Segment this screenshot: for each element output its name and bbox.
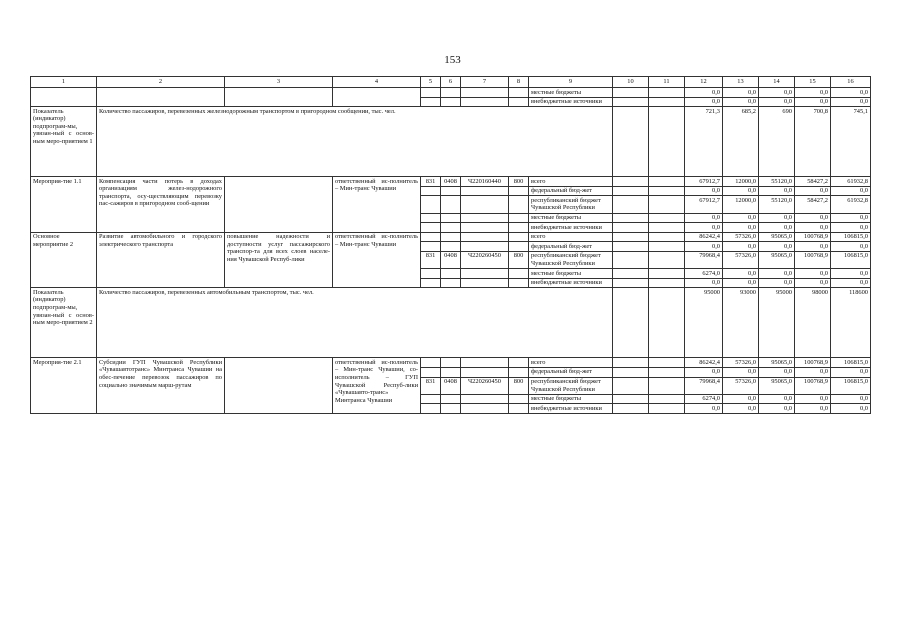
value-cell: 690: [759, 107, 795, 177]
measure-executor: ответственный ис-полнитель – Мин-транс Чувашии: [333, 177, 421, 233]
measure-row: [31, 358, 871, 368]
empty-cell: [509, 97, 529, 107]
value-cell: 12000,0: [723, 177, 759, 187]
value-cell: 0,0: [723, 88, 759, 98]
value-cell: 0,0: [723, 213, 759, 223]
value-cell: 0,0: [795, 223, 831, 233]
empty-cell: [649, 242, 685, 252]
empty-cell: [649, 278, 685, 288]
empty-cell: [421, 213, 441, 223]
empty-cell: [613, 278, 649, 288]
empty-cell: [421, 186, 441, 196]
value-cell: 0,0: [685, 242, 723, 252]
empty-cell: [441, 88, 461, 98]
value-cell: 0,0: [723, 242, 759, 252]
empty-cell: [613, 88, 649, 98]
funding-source: федеральный бюд-жет: [529, 242, 613, 252]
empty-cell: [441, 367, 461, 377]
empty-cell: [613, 186, 649, 196]
value-cell: 0,0: [723, 269, 759, 279]
empty-cell: [461, 242, 509, 252]
empty-cell: [461, 232, 509, 242]
value-cell: 0,0: [795, 394, 831, 404]
indicator-text: Количество пассажиров, перевезенных автомобильным транспортом, тыс. чел.: [97, 288, 613, 358]
funding-source: федеральный бюд-жет: [529, 186, 613, 196]
column-number: 6: [441, 77, 461, 88]
value-cell: 0,0: [759, 223, 795, 233]
funding-source: республиканский бюджет Чувашской Республики: [529, 196, 613, 213]
column-number: 3: [225, 77, 333, 88]
value-cell: 118600: [831, 288, 871, 358]
empty-cell: [333, 88, 421, 107]
value-cell: 0,0: [759, 269, 795, 279]
empty-cell: [441, 358, 461, 368]
funding-source: республиканский бюджет Чувашской Республики: [529, 251, 613, 268]
measure-name: Развитие автомобильного и городского электрического транспорта: [97, 232, 225, 288]
funding-source: всего: [529, 177, 613, 187]
empty-cell: [649, 358, 685, 368]
value-cell: 0,0: [723, 278, 759, 288]
indicator-text: Количество пассажиров, перевезенных железнодорожным транспортом в пригородном сообщении, тыс. чел.: [97, 107, 613, 177]
value-cell: 106815,0: [831, 232, 871, 242]
empty-cell: [613, 107, 649, 177]
empty-cell: [613, 242, 649, 252]
value-cell: 685,2: [723, 107, 759, 177]
empty-cell: [441, 223, 461, 233]
empty-cell: [613, 394, 649, 404]
empty-cell: [461, 213, 509, 223]
value-cell: 721,3: [685, 107, 723, 177]
empty-cell: [441, 404, 461, 414]
value-cell: 55120,0: [759, 196, 795, 213]
value-cell: 0,0: [723, 186, 759, 196]
value-cell: 0,0: [685, 97, 723, 107]
measure-name: Субсидии ГУП Чувашской Республики «Чувашавтотранс» Минтранса Чувашии на обес-печение перевозок пассажиров по социально значимым марш-рутам: [97, 358, 225, 414]
value-cell: 0,0: [723, 394, 759, 404]
budget-code: 831: [421, 251, 441, 268]
value-cell: 106815,0: [831, 377, 871, 394]
empty-cell: [613, 251, 649, 268]
funding-source: федеральный бюд-жет: [529, 367, 613, 377]
empty-cell: [421, 358, 441, 368]
funding-source: местные бюджеты: [529, 213, 613, 223]
empty-cell: [649, 196, 685, 213]
empty-cell: [225, 88, 333, 107]
empty-cell: [509, 269, 529, 279]
value-cell: 0,0: [795, 242, 831, 252]
value-cell: 0,0: [831, 88, 871, 98]
value-cell: 0,0: [723, 404, 759, 414]
funding-source: внебюджетные источники: [529, 278, 613, 288]
value-cell: 86242,4: [685, 358, 723, 368]
empty-cell: [461, 223, 509, 233]
column-number: 10: [613, 77, 649, 88]
empty-cell: [421, 97, 441, 107]
value-cell: 67912,7: [685, 177, 723, 187]
value-cell: 106815,0: [831, 358, 871, 368]
value-cell: 0,0: [759, 97, 795, 107]
column-number: 12: [685, 77, 723, 88]
column-number: 9: [529, 77, 613, 88]
empty-cell: [461, 97, 509, 107]
empty-cell: [461, 269, 509, 279]
budget-code: 0408: [441, 377, 461, 394]
empty-cell: [613, 367, 649, 377]
value-cell: 95065,0: [759, 251, 795, 268]
empty-cell: [441, 394, 461, 404]
value-cell: 100768,9: [795, 232, 831, 242]
empty-cell: [509, 213, 529, 223]
column-number: 15: [795, 77, 831, 88]
value-cell: 100768,9: [795, 377, 831, 394]
empty-cell: [421, 196, 441, 213]
empty-cell: [649, 404, 685, 414]
column-number-row: [31, 77, 871, 88]
empty-cell: [509, 186, 529, 196]
value-cell: 58427,2: [795, 177, 831, 187]
column-number: 5: [421, 77, 441, 88]
column-number: 11: [649, 77, 685, 88]
empty-cell: [31, 88, 97, 107]
measure-goal: повышение надежности и доступности услуг пассажирского транспор-та для всех слоев населе-ния Чувашской Респуб-лики: [225, 232, 333, 288]
funding-source: всего: [529, 358, 613, 368]
measure-row: [31, 232, 871, 242]
value-cell: 0,0: [759, 88, 795, 98]
empty-cell: [613, 358, 649, 368]
empty-cell: [649, 107, 685, 177]
empty-cell: [421, 394, 441, 404]
funding-source: местные бюджеты: [529, 88, 613, 98]
measure-row: [31, 177, 871, 187]
value-cell: 0,0: [759, 404, 795, 414]
value-cell: 0,0: [759, 394, 795, 404]
value-cell: 0,0: [723, 97, 759, 107]
indicator-label: Показатель (индикатор) подпрограм-мы, увязан-ный с основ-ным меро-приятием 2: [31, 288, 97, 358]
value-cell: 0,0: [831, 223, 871, 233]
empty-cell: [461, 196, 509, 213]
value-cell: 0,0: [685, 278, 723, 288]
column-number: 2: [97, 77, 225, 88]
value-cell: 0,0: [685, 223, 723, 233]
empty-cell: [613, 269, 649, 279]
empty-cell: [509, 358, 529, 368]
value-cell: 0,0: [795, 97, 831, 107]
empty-cell: [649, 186, 685, 196]
value-cell: 0,0: [831, 367, 871, 377]
funding-source: внебюджетные источники: [529, 404, 613, 414]
value-cell: 55120,0: [759, 177, 795, 187]
value-cell: 93000: [723, 288, 759, 358]
funding-source: внебюджетные источники: [529, 223, 613, 233]
value-cell: 0,0: [759, 242, 795, 252]
empty-cell: [649, 232, 685, 242]
empty-cell: [421, 278, 441, 288]
measure-goal: [225, 358, 333, 414]
empty-cell: [421, 269, 441, 279]
empty-cell: [509, 88, 529, 98]
empty-cell: [441, 232, 461, 242]
funding-source: республиканский бюджет Чувашской Республики: [529, 377, 613, 394]
column-number: 14: [759, 77, 795, 88]
indicator-row: [31, 107, 871, 177]
value-cell: 95065,0: [759, 377, 795, 394]
column-number: 13: [723, 77, 759, 88]
empty-cell: [509, 404, 529, 414]
empty-cell: [613, 213, 649, 223]
value-cell: 98000: [795, 288, 831, 358]
empty-cell: [441, 213, 461, 223]
empty-cell: [613, 177, 649, 187]
value-cell: 0,0: [831, 242, 871, 252]
empty-cell: [461, 88, 509, 98]
empty-cell: [649, 97, 685, 107]
measure-label: Основное мероприятие 2: [31, 232, 97, 288]
empty-cell: [421, 88, 441, 98]
empty-cell: [461, 394, 509, 404]
column-number: 4: [333, 77, 421, 88]
empty-cell: [649, 177, 685, 187]
value-cell: 86242,4: [685, 232, 723, 242]
value-cell: 6274,0: [685, 269, 723, 279]
value-cell: 57326,0: [723, 251, 759, 268]
column-number: 1: [31, 77, 97, 88]
empty-cell: [421, 232, 441, 242]
value-cell: 700,8: [795, 107, 831, 177]
empty-cell: [613, 288, 649, 358]
empty-cell: [421, 367, 441, 377]
empty-cell: [649, 394, 685, 404]
value-cell: 0,0: [831, 278, 871, 288]
empty-cell: [613, 377, 649, 394]
empty-cell: [461, 186, 509, 196]
value-cell: 57326,0: [723, 377, 759, 394]
empty-cell: [461, 358, 509, 368]
funding-source: местные бюджеты: [529, 269, 613, 279]
empty-cell: [421, 223, 441, 233]
empty-cell: [509, 223, 529, 233]
budget-code: 800: [509, 251, 529, 268]
budget-code: 831: [421, 177, 441, 187]
budget-code: 0408: [441, 177, 461, 187]
value-cell: 0,0: [831, 269, 871, 279]
value-cell: 0,0: [685, 404, 723, 414]
value-cell: 0,0: [759, 213, 795, 223]
value-cell: 58427,2: [795, 196, 831, 213]
budget-table: [30, 76, 871, 414]
value-cell: 67912,7: [685, 196, 723, 213]
value-cell: 6274,0: [685, 394, 723, 404]
empty-cell: [613, 97, 649, 107]
value-cell: 100768,9: [795, 358, 831, 368]
value-cell: 106815,0: [831, 251, 871, 268]
value-cell: 0,0: [831, 186, 871, 196]
empty-cell: [509, 367, 529, 377]
budget-code: 800: [509, 177, 529, 187]
column-number: 7: [461, 77, 509, 88]
funding-source: внебюджетные источники: [529, 97, 613, 107]
empty-cell: [649, 288, 685, 358]
measure-executor: ответственный ис-полнитель – Мин-транс Чувашии, со-исполнитель – ГУП Чувашской Респуб-лики «Чувашавто-транс» Минтранса Чувашии: [333, 358, 421, 414]
funding-source: всего: [529, 232, 613, 242]
value-cell: 0,0: [759, 367, 795, 377]
value-cell: 0,0: [831, 213, 871, 223]
value-cell: 745,1: [831, 107, 871, 177]
indicator-label: Показатель (индикатор) подпрограм-мы, увязан-ный с основ-ным меро-приятием 1: [31, 107, 97, 177]
measure-executor: ответственный ис-полнитель – Мин-транс Чувашии: [333, 232, 421, 288]
value-cell: 0,0: [723, 223, 759, 233]
value-cell: 61932,8: [831, 196, 871, 213]
value-cell: 0,0: [685, 88, 723, 98]
value-cell: 0,0: [759, 186, 795, 196]
value-cell: 0,0: [795, 213, 831, 223]
empty-cell: [441, 97, 461, 107]
value-cell: 57326,0: [723, 358, 759, 368]
value-cell: 95065,0: [759, 232, 795, 242]
budget-code: Ч220260450: [461, 251, 509, 268]
empty-cell: [649, 88, 685, 98]
empty-cell: [613, 232, 649, 242]
value-cell: 95000: [759, 288, 795, 358]
empty-cell: [441, 196, 461, 213]
measure-name: Компенсация части потерь в доходах организациям желез-нодорожного транспорта, осу-ществляющим перевозку пас-сажиров в пригородном сооб-щении: [97, 177, 225, 233]
empty-cell: [649, 223, 685, 233]
table-body: [31, 77, 871, 414]
value-cell: 0,0: [685, 367, 723, 377]
measure-label: Мероприя-тие 2.1: [31, 358, 97, 414]
value-cell: 0,0: [831, 394, 871, 404]
empty-cell: [613, 223, 649, 233]
empty-cell: [509, 196, 529, 213]
value-cell: 0,0: [795, 269, 831, 279]
value-cell: 0,0: [831, 97, 871, 107]
empty-cell: [421, 404, 441, 414]
budget-code: Ч220160440: [461, 177, 509, 187]
budget-code: Ч220260450: [461, 377, 509, 394]
budget-code: 831: [421, 377, 441, 394]
value-cell: 0,0: [685, 213, 723, 223]
empty-cell: [613, 196, 649, 213]
value-cell: 79968,4: [685, 251, 723, 268]
empty-cell: [441, 269, 461, 279]
empty-cell: [509, 278, 529, 288]
continuation-row: [31, 88, 871, 98]
empty-cell: [649, 213, 685, 223]
empty-cell: [97, 88, 225, 107]
value-cell: 0,0: [795, 404, 831, 414]
empty-cell: [461, 404, 509, 414]
budget-code: 0408: [441, 251, 461, 268]
column-number: 16: [831, 77, 871, 88]
indicator-row: [31, 288, 871, 358]
budget-code: 800: [509, 377, 529, 394]
measure-goal: [225, 177, 333, 233]
empty-cell: [649, 367, 685, 377]
empty-cell: [509, 232, 529, 242]
measure-label: Мероприя-тие 1.1: [31, 177, 97, 233]
value-cell: 61932,8: [831, 177, 871, 187]
value-cell: 0,0: [723, 367, 759, 377]
value-cell: 0,0: [795, 278, 831, 288]
value-cell: 0,0: [795, 88, 831, 98]
value-cell: 95065,0: [759, 358, 795, 368]
value-cell: 79968,4: [685, 377, 723, 394]
value-cell: 100768,9: [795, 251, 831, 268]
empty-cell: [441, 186, 461, 196]
value-cell: 0,0: [685, 186, 723, 196]
empty-cell: [649, 269, 685, 279]
empty-cell: [441, 242, 461, 252]
funding-source: местные бюджеты: [529, 394, 613, 404]
value-cell: 0,0: [831, 404, 871, 414]
empty-cell: [461, 278, 509, 288]
empty-cell: [421, 242, 441, 252]
empty-cell: [613, 404, 649, 414]
value-cell: 95000: [685, 288, 723, 358]
empty-cell: [441, 278, 461, 288]
value-cell: 12000,0: [723, 196, 759, 213]
value-cell: 57326,0: [723, 232, 759, 242]
page-number: 153: [444, 54, 461, 66]
value-cell: 0,0: [795, 367, 831, 377]
value-cell: 0,0: [759, 278, 795, 288]
empty-cell: [649, 251, 685, 268]
column-number: 8: [509, 77, 529, 88]
empty-cell: [509, 394, 529, 404]
empty-cell: [649, 377, 685, 394]
empty-cell: [461, 367, 509, 377]
value-cell: 0,0: [795, 186, 831, 196]
empty-cell: [509, 242, 529, 252]
